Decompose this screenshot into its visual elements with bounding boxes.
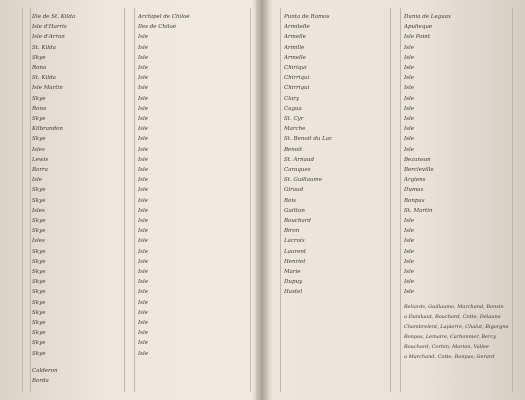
ledger-entry: Marie [284,269,301,275]
ledger-entry: Armitelle [284,24,310,31]
ledger-entry: Biron [284,228,300,235]
ledger-entry: Laurent [284,248,307,255]
ledger-entry: Isle [404,136,415,143]
ledger-entry: Skye [32,218,46,224]
ledger-entry: Isles [32,146,45,153]
ledger-entry: Isle [138,187,149,194]
ledger-entry: Isles [32,238,45,245]
ledger-note: Bouchard, Corbin, Marion, Vallee [404,344,489,350]
ledger-entry: Isle [404,75,415,82]
bottom-left-entry: Calderon [32,368,58,374]
ledger-entry: Isle [138,126,149,133]
ledger-entry: Archipel de Chiloé [138,14,190,20]
ledger-entry: Isle [404,146,415,153]
ledger-entry: Isle [138,197,149,204]
ledger-entry: Bercleville [404,167,434,173]
ledger-entry: Rona [32,105,47,112]
margin-rule [30,8,31,392]
ledger-entry: Chirriqui [284,85,310,92]
right-page [268,8,520,392]
ledger-entry: Skye [32,330,46,337]
ledger-entry: Bezanson [404,156,431,163]
ledger-entry: Skye [32,228,46,235]
ledger-entry: Isle [404,54,415,61]
ledger-entry: Isle [404,238,415,245]
ledger-entry: Isle [138,34,149,41]
margin-rule [22,8,23,392]
ledger-entry: Isles [32,207,45,214]
book-gutter [256,0,268,400]
ledger-entry: Isle [404,116,415,122]
ledger-entry: St. Kilda [32,75,56,82]
ledger-entry: St. Benoit du Lac [284,136,333,143]
ledger-entry: Isle [404,105,415,112]
ledger-entry: St. Kilda [32,44,56,51]
ledger-entry: Skye [32,279,46,286]
ledger-entry: Armelle [284,34,306,41]
ledger-entry: Skye [32,340,46,347]
ledger-entry: St. Guillaume [284,177,322,184]
ledger-entry: Isle [138,269,149,275]
ledger-entry: Giraud [284,187,304,194]
ledger-entry: Isle Martin [32,85,63,92]
ledger-entry: Skye [32,248,46,255]
ledger-entry: St. Arnaud [284,156,314,163]
ledger-entry: Bois [284,197,296,204]
ledger-entry: Isle [404,228,415,235]
ledger-entry: Isle [138,218,149,224]
ledger-note: Bonpas, Lemaire, Carbonnier, Bercy [404,334,497,340]
ledger-entry: Isle [404,95,415,102]
ledger-entry: Lacroix [284,238,305,245]
ledger-entry: Isle [138,238,149,245]
ledger-entry: Isle [138,320,149,326]
ledger-entry: Skye [32,309,46,316]
ledger-entry: Isle d'Arran [32,34,65,41]
ledger-entry: Isle [138,350,149,357]
ledger-entry: Isle [138,279,149,286]
ledger-entry: Rona [32,65,47,71]
ledger-entry: Isle [404,126,415,133]
ledger-note: Chambrelent, Lapierre, Chalut, Bigorgne [404,324,509,330]
ledger-entry: Skye [32,54,46,61]
ledger-entry: Isle [138,44,149,51]
ledger-entry: Isle [404,85,415,92]
ledger-entry: Isle [138,105,149,112]
ledger-entry: Isle [138,156,149,163]
ledger-entry: Isle [138,146,149,153]
ledger-entry: Clary [284,95,299,102]
ledger-entry: Isle [138,85,149,92]
ledger-entry: Skye [32,320,46,326]
ledger-entry: Hastel [284,289,303,296]
ledger-entry: Isle [138,54,149,61]
ledger-entry: Bonpas [404,197,425,204]
left-page [4,8,256,392]
ledger-entry: Dunia de Leguax [404,14,452,20]
ledger-entry: Skye [32,187,46,194]
column-rule [512,8,513,392]
ledger-entry: Isle [138,136,149,143]
ledger-entry: Isle [138,177,149,184]
ledger-note: a Marchand, Cotte, Bonpas, Gerard [404,354,495,360]
ledger-entry: Armelle [284,54,306,61]
ledger-entry: Isle [138,167,149,173]
ledger-entry: Isle [138,289,149,296]
ledger-entry: Henriet [284,258,306,265]
ledger-entry: Armille [284,44,305,51]
ledger-entry: Iles de Chiloé [138,24,177,31]
ledger-entry: Kilbrandon [32,126,63,133]
bottom-left-entry-2: Borda [32,378,49,384]
ledger-entry: Benoit [284,146,303,153]
ledger-entry: Isle [404,218,415,224]
ledger-entry: Skye [32,269,46,275]
ledger-entry: Isle [404,289,415,296]
ledger-entry: Marche [284,126,306,133]
ledger-entry: Isle [138,116,149,122]
column-rule [134,8,135,392]
ledger-entry: Skye [32,136,46,143]
ledger-entry: Isle [138,309,149,316]
column-rule [400,8,401,392]
ledger-entry: Isle [404,44,415,51]
ledger-entry: Cagua [284,105,302,112]
ledger-entry: Isle [138,330,149,337]
ledger-entry: Punta de Ramos [284,14,330,20]
ledger-entry: Skye [32,289,46,296]
ledger-entry: Caraques [284,167,311,173]
ledger-entry: Isle Point [404,34,431,41]
ledger-entry: Lewis [32,156,49,163]
ledger-entry: Skye [32,95,46,102]
ledger-entry: Isle [138,340,149,347]
ledger-entry: Isle [138,207,149,214]
ledger-entry: Isle [138,75,149,82]
ledger-entry: Isle [404,248,415,255]
ledger-entry: Dumas [404,187,424,194]
column-rule [390,8,391,392]
margin-rule [280,8,281,392]
ledger-entry: Isle [138,258,149,265]
ledger-entry: Argiens [404,177,426,184]
ledger-entry: Isle d'Harris [32,24,67,31]
ledger-entry: Barra [32,167,48,173]
ledger-entry: Isle [404,269,415,275]
ledger-entry: Chiriqui [284,65,307,71]
ledger-entry: Isle [138,95,149,102]
ledger-entry: Skye [32,116,46,122]
ledger-entry: Skye [32,350,46,357]
ledger-entry: Isle [32,177,43,184]
ledger-entry: Isle [404,279,415,286]
ledger-entry: Skye [32,197,46,204]
ledger-entry: Skye [32,299,46,306]
ledger-entry: Chirriqui [284,75,310,82]
ledger-note: a Dunikaut, Bouchard, Cotte, Delaune [404,314,501,320]
column-rule [124,8,125,392]
ledger-entry: Isle [138,248,149,255]
ledger-entry: Ille de St. Kilda [32,14,76,20]
ledger-entry: Dupuy [284,279,303,286]
column-rule [250,8,251,392]
ledger-entry: Bouchard [284,218,311,224]
ledger-entry: Skye [32,258,46,265]
ledger-entry: Isle [138,65,149,71]
ledger-note: Beliards, Guillaume, Marchand, Bonsin [404,304,504,310]
ledger-entry: St. Cyr [284,116,304,122]
ledger-entry: Isle [404,65,415,71]
ledger-entry: Guitton [284,207,305,214]
ledger-entry: Isle [138,299,149,306]
ledger-entry: St. Martin [404,207,433,214]
ledger-entry: Apulieque [404,24,433,31]
ledger-entry: Isle [404,258,415,265]
ledger-entry: Isle [138,228,149,235]
